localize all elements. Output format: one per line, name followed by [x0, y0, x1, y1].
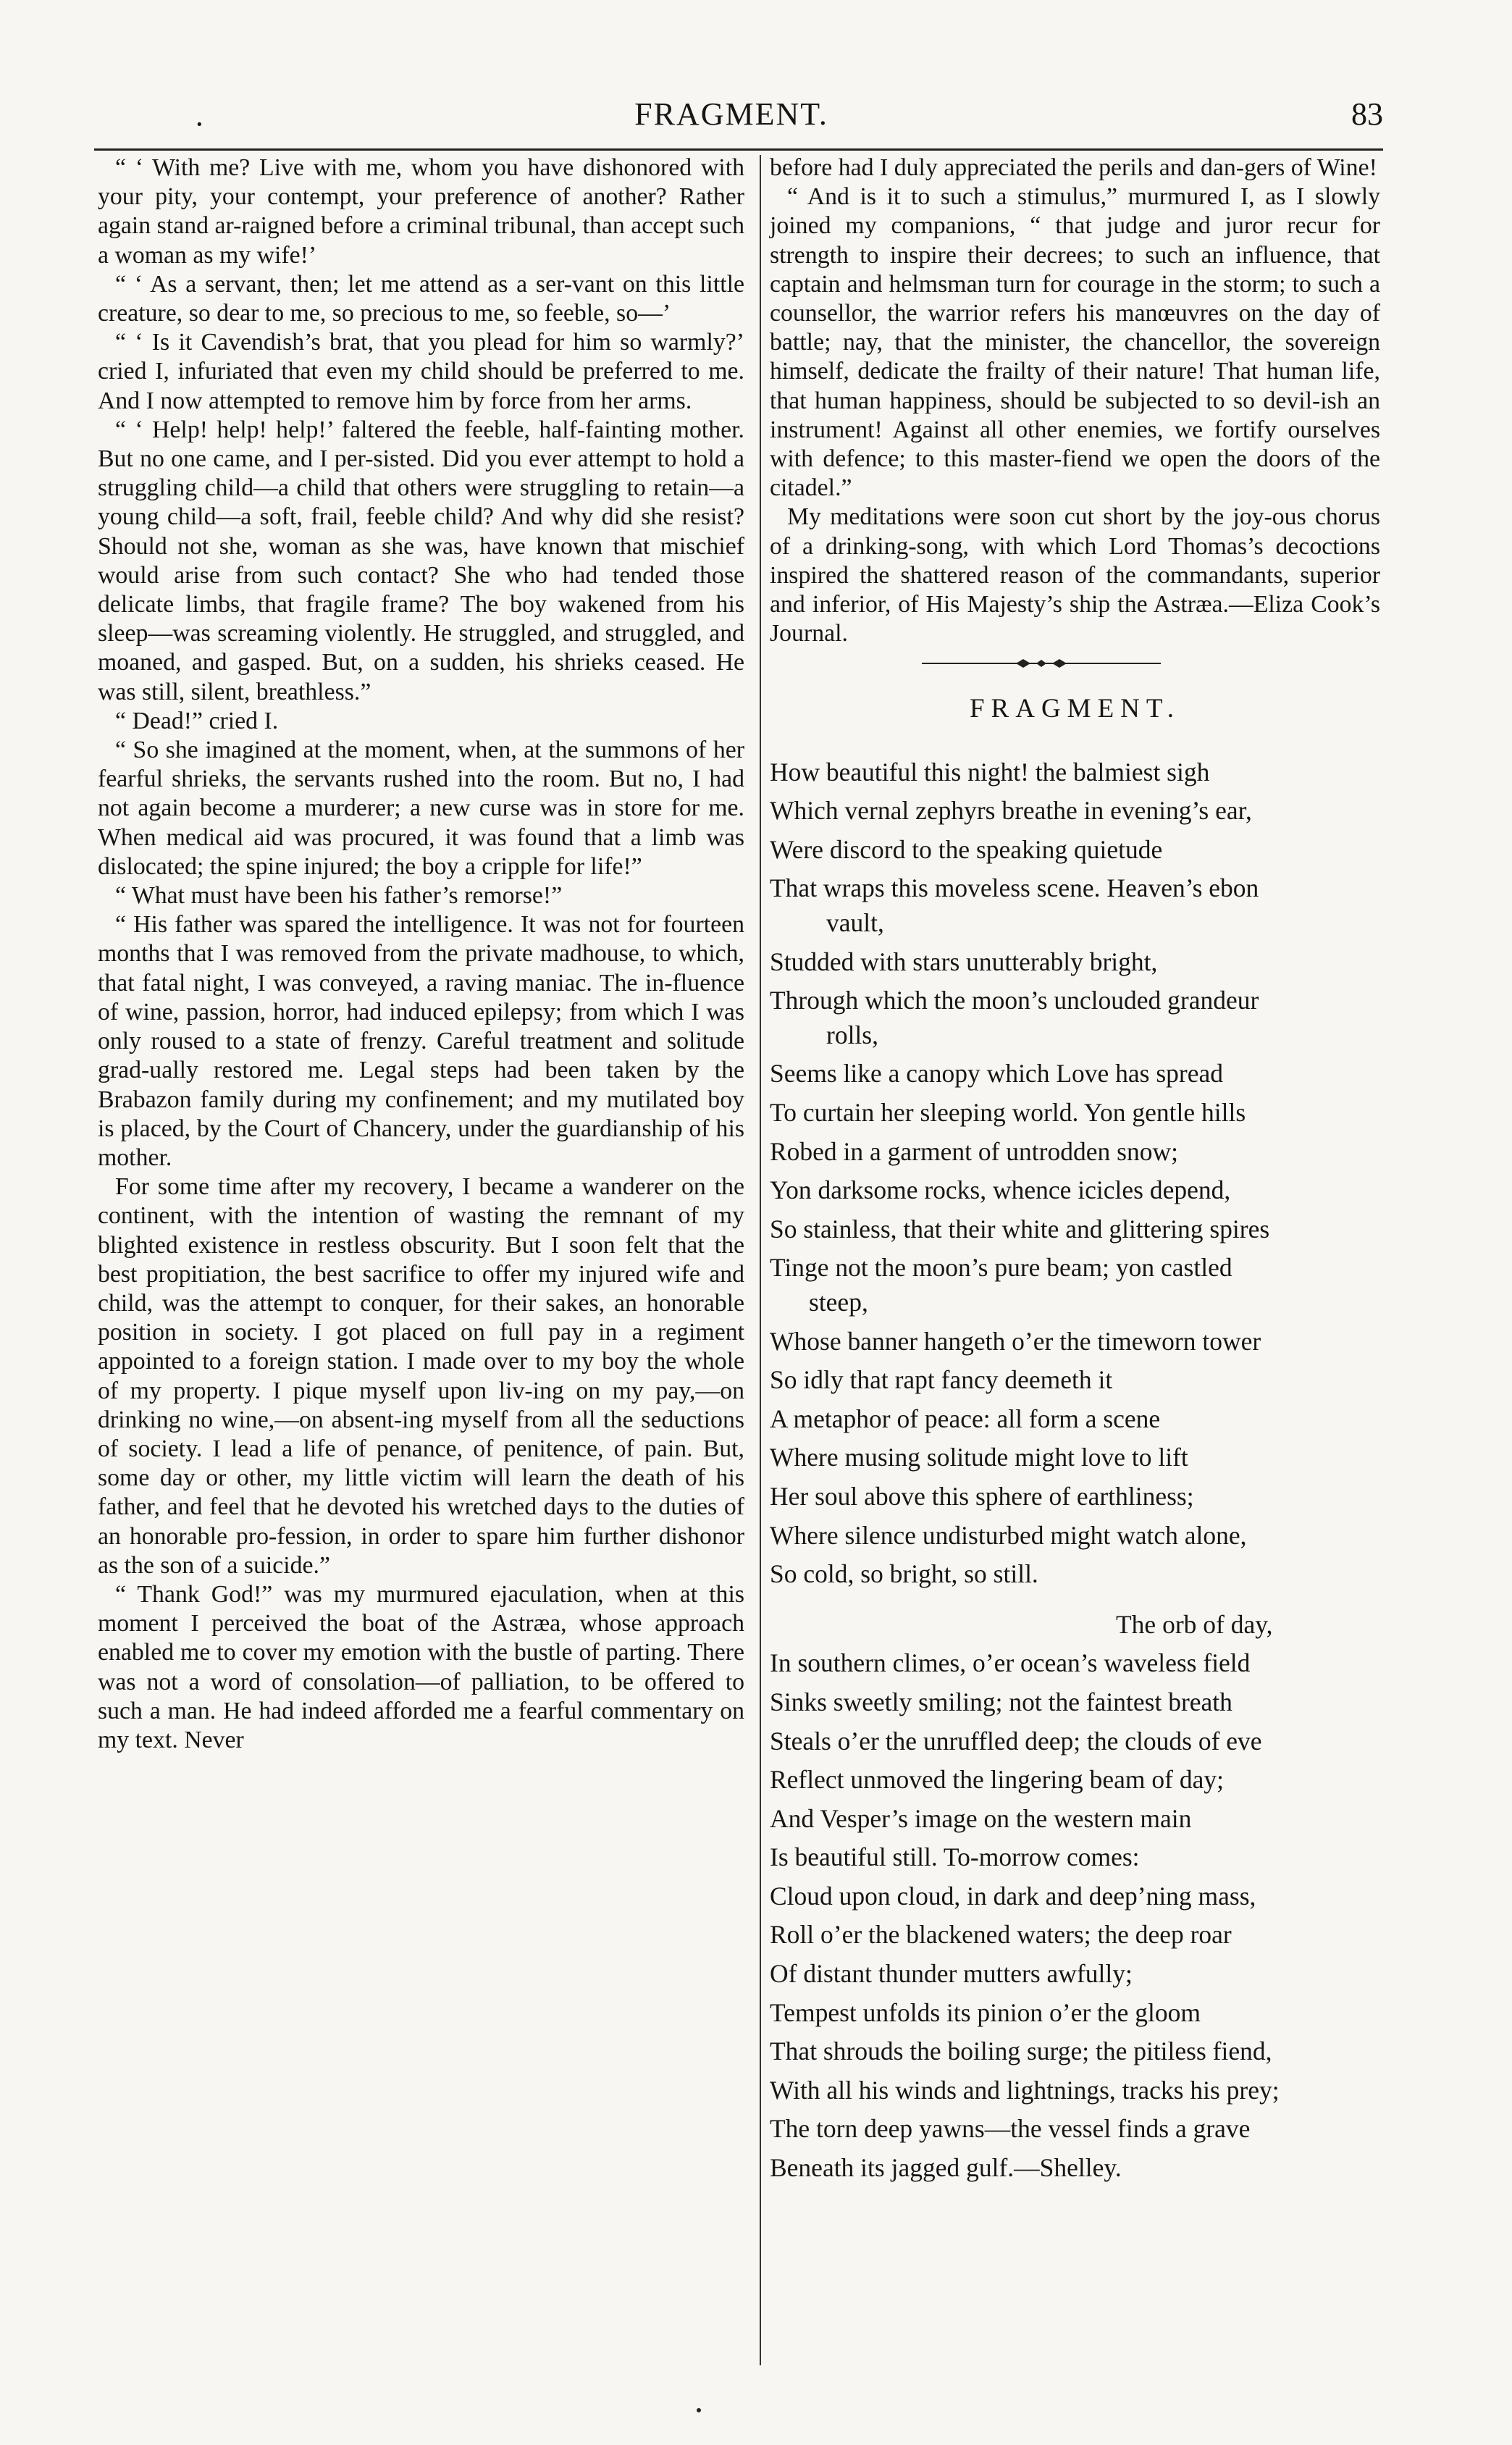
poem-line: With all his winds and lightnings, tracks his prey; [770, 2075, 1280, 2105]
poem-line: And Vesper’s image on the western main [770, 1803, 1192, 1833]
paragraph: “ So she imagined at the moment, when, at the summons of her fearful shrieks, the servants rushed into the room. But no, I had not again become a murderer; a new curse was in store for me. When medical aid was procured, it was found that a limb was dislocated; the spine injured; the boy a cripple for life!” [98, 737, 744, 880]
page-number: 83 [1351, 96, 1383, 132]
poem-title: FRAGMENT. [969, 694, 1181, 724]
left-column [98, 154, 744, 1755]
poem-line: Sinks sweetly smiling; not the faintest breath [770, 1687, 1232, 1716]
paragraph: “ His father was spared the intelligence. It was not for fourteen months that I was removed from the private madhouse, to which, that fatal night, I was conveyed, a raving maniac. The in-fluence of wine, passion, horror, had induced epilepsy; from which I was only roused to a state of frenzy. Careful treatment and solitude grad-ually restored me. Legal steps had been taken by the Brabazon family during my confinement; and my mutilated boy is placed, by the Court of Chancery, under the guardianship of his mother. [98, 911, 744, 1171]
header-rule [94, 148, 1383, 151]
paragraph: For some time after my recovery, I became a wanderer on the continent, with the intention of wasting the remnant of my blighted existence in restless obscurity. But I soon felt that the best propitiation, the best sacrifice to offer my injured wife and child, was the attempt to conquer, for their sakes, an honorable position in society. I got placed on full pay in a regiment appointed to a foreign station. I made over to my boy the whole of my property. I pique myself upon liv-ing on my pay,—on drinking no wine,—on absent-ing myself from all the seductions of society. I lead a life of penance, of penitence, of pain. But, some day or other, my little victim will learn the death of his father, and feel that he devoted his wretched days to the duties of an honorable pro-fession, in order to spare him further dishonor as the son of a suicide.” [98, 1173, 744, 1579]
poem-line: steep, [809, 1287, 868, 1317]
poem-line: Where musing solitude might love to lift [770, 1443, 1188, 1472]
paragraph: “ Thank God!” was my murmured ejaculation, when at this moment I perceived the boat of the Astræa, whose approach enabled me to cover my emotion with the bustle of parting. There was not a word of consolation—of palliation, to be offered to such a man. He had indeed afforded me a fearful commentary on my text. Never [98, 1580, 744, 1753]
poem-line: Tinge not the moon’s pure beam; yon castled [770, 1253, 1232, 1283]
poem [770, 753, 1380, 2188]
poem-line: Of distant thunder mutters awfully; [770, 1959, 1133, 1989]
poem-line: Is beautiful still. To-morrow comes: [770, 1842, 1140, 1872]
right-column [770, 154, 1380, 2188]
poem-line: Beneath its jagged gulf.—Shelley. [770, 2153, 1122, 2183]
poem-line: That shrouds the boiling surge; the pitiless fiend, [770, 2037, 1272, 2066]
paragraph: “ ‘ As a servant, then; let me attend as a ser-vant on this little creature, so dear to me, so precious to me, so feeble, so—’ [98, 270, 744, 327]
poem-line: rolls, [826, 1020, 878, 1049]
poem-line: A metaphor of peace: all form a scene [770, 1404, 1161, 1433]
poem-line: Through which the moon’s unclouded grandeur [770, 986, 1259, 1015]
poem-line: Where silence undisturbed might watch alone, [770, 1520, 1247, 1550]
poem-line: The torn deep yawns—the vessel finds a grave [770, 2114, 1251, 2144]
poem-line: Robed in a garment of untrodden snow; [770, 1136, 1178, 1166]
column-divider [760, 155, 761, 2365]
paragraph: “ ‘ With me? Live with me, whom you have dishonored with your pity, your contempt, your preference of another? Rather again stand ar-raigned before a criminal tribunal, than accept such a woman as my wife!’ [98, 154, 744, 269]
poem-line: The orb of day, [1116, 1609, 1273, 1639]
poem-line: Tempest unfolds its pinion o’er the gloom [770, 1997, 1201, 2027]
poem-line: Cloud upon cloud, in dark and deep’ning mass, [770, 1881, 1256, 1911]
paragraph: “ And is it to such a stimulus,” murmured I, as I slowly joined my companions, “ that judge and juror recur for strength to inspire their decrees; to such an influence, that captain and helmsman turn for courage in the storm; to such a counsellor, the warrior refers his manœuvres on the day of battle; nay, that the minister, the chancellor, the sovereign himself, dedicate the frailty of their nature! That human life, that human happiness, should be subjected to so devil-ish an instrument! Against all other enemies, we fortify ourselves with defence; to this master-fiend we open the doors of the citadel.” [770, 183, 1380, 502]
poem-line: Were discord to the speaking quietude [770, 834, 1163, 864]
paragraph: “ Dead!” cried I. [115, 707, 279, 734]
poem-line: So idly that rapt fancy deemeth it [770, 1365, 1113, 1395]
poem-line: Yon darksome rocks, whence icicles depend, [770, 1175, 1231, 1205]
footer-dot [697, 2408, 701, 2412]
poem-line: Roll o’er the blackened waters; the deep roar [770, 1920, 1232, 1950]
poem-line: In southern climes, o’er ocean’s waveless field [770, 1648, 1251, 1678]
page-header [80, 93, 1383, 143]
poem-line: Which vernal zephyrs breathe in evening’s ear, [770, 796, 1252, 826]
poem-line: Seems like a canopy which Love has spread [770, 1059, 1223, 1089]
running-title: FRAGMENT. [634, 96, 828, 132]
section-ornament [770, 651, 1380, 680]
paragraph: “ ‘ Is it Cavendish’s brat, that you plead for him so warmly?’ cried I, infuriated that even my child should be preferred to me. And I now attempted to remove him by force from her arms. [98, 329, 744, 414]
paragraph: “ What must have been his father’s remorse!” [115, 882, 563, 910]
poem-line: So stainless, that their white and glittering spires [770, 1214, 1270, 1244]
poem-line: So cold, so bright, so still. [770, 1559, 1038, 1589]
paragraph: My meditations were soon cut short by the joy-ous chorus of a drinking-song, with which Lord Thomas’s decoctions inspired the shattered reason of the commandants, superior and inferior, of His Majesty’s ship the Astræa.—Eliza Cook’s Journal. [770, 503, 1380, 647]
poem-line: Steals o’er the unruffled deep; the clouds of eve [770, 1726, 1262, 1756]
paragraph: before had I duly appreciated the perils and dan-gers of Wine! [770, 154, 1377, 181]
paragraph: “ ‘ Help! help! help!’ faltered the feeble, half-fainting mother. But no one came, and I per-sisted. Did you ever attempt to hold a struggling child—a child that others were struggling to retain—a young child—a soft, frail, feeble child? And why did she resist? Should not she, woman as she was, have known that mischief would arise from such contact? She who had tended those delicate limbs, that fragile frame? The boy wakened from his sleep—was screaming violently. He struggled, and struggled, and moaned, and gasped. But, on a sudden, his shrieks ceased. He was still, silent, breathless.” [98, 416, 744, 705]
poem-line: To curtain her sleeping world. Yon gentle hills [770, 1098, 1246, 1127]
poem-line: vault, [826, 908, 884, 938]
header-mark: · [194, 106, 205, 142]
poem-line: Studded with stars unutterably bright, [770, 947, 1158, 976]
poem-line: Reflect unmoved the lingering beam of day; [770, 1765, 1224, 1795]
ornament-rule-icon [922, 655, 1161, 671]
poem-line: That wraps this moveless scene. Heaven’s ebon [770, 873, 1259, 903]
poem-line: Her soul above this sphere of earthliness; [770, 1481, 1194, 1511]
poem-line: How beautiful this night! the balmiest sigh [770, 757, 1210, 787]
poem-line: Whose banner hangeth o’er the timeworn tower [770, 1326, 1261, 1356]
